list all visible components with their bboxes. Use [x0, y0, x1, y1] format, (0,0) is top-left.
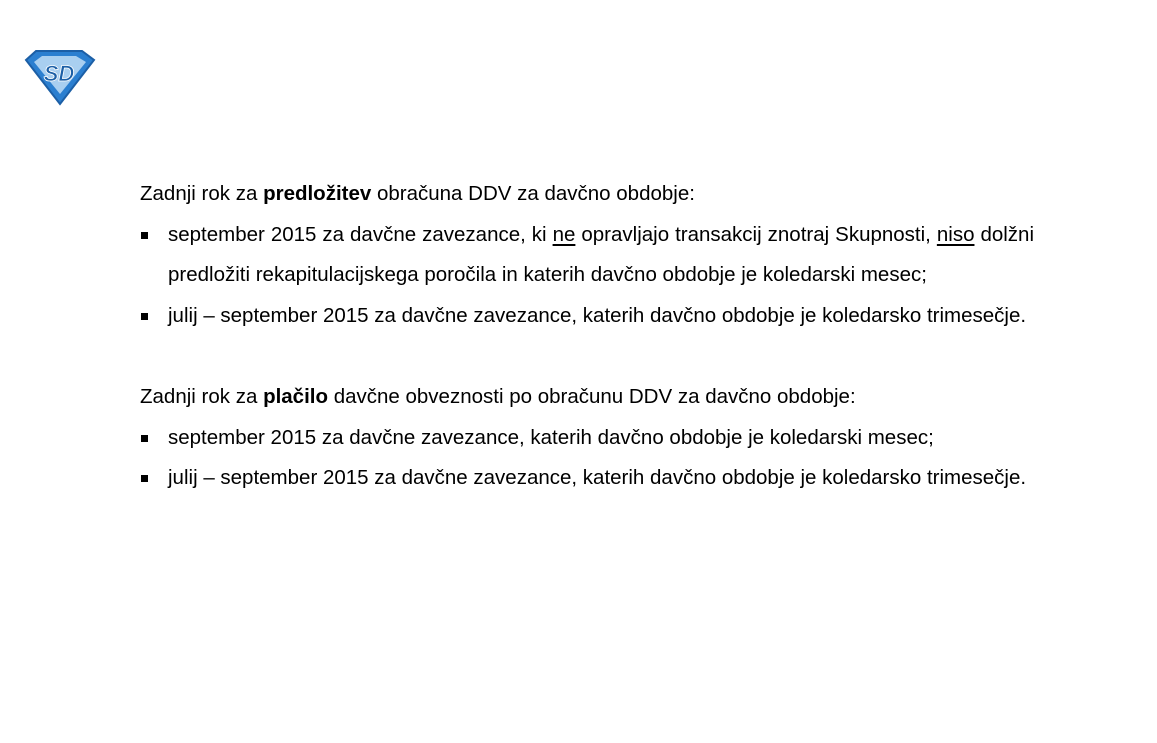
bold-term-predlozitev: predložitev: [263, 182, 372, 205]
list-item: september 2015 za davčne zavezance, katerih davčno obdobje je koledarski mesec;: [140, 418, 1034, 459]
underlined-ne: ne: [552, 222, 576, 246]
underlined-niso: niso: [936, 222, 975, 246]
section2-list: [140, 418, 1034, 499]
section1-list: [140, 215, 1034, 337]
bold-term-placilo: plačilo: [263, 385, 328, 408]
list-item: julij – september 2015 za davčne zavezance, katerih davčno obdobje je koledarsko trimesečje.: [140, 296, 1034, 337]
section2-intro: Zadnji rok za plačilo davčne obveznosti po obračunu DDV za davčno obdobje:: [140, 385, 856, 408]
list-item: september 2015 za davčne zavezance, ki ne opravljajo transakcij znotraj Skupnosti, niso dolžni predložiti rekapitulacijskega poročila in katerih davčno obdobje je koledarski mesec;: [140, 215, 1034, 296]
section1-intro: Zadnji rok za predložitev obračuna DDV za davčno obdobje:: [140, 182, 695, 205]
logo-text: SD: [43, 61, 75, 86]
document-body: [140, 174, 1034, 499]
list-item: julij – september 2015 za davčne zavezance, katerih davčno obdobje je koledarsko trimesečje.: [140, 458, 1034, 499]
sd-logo: [22, 48, 96, 106]
